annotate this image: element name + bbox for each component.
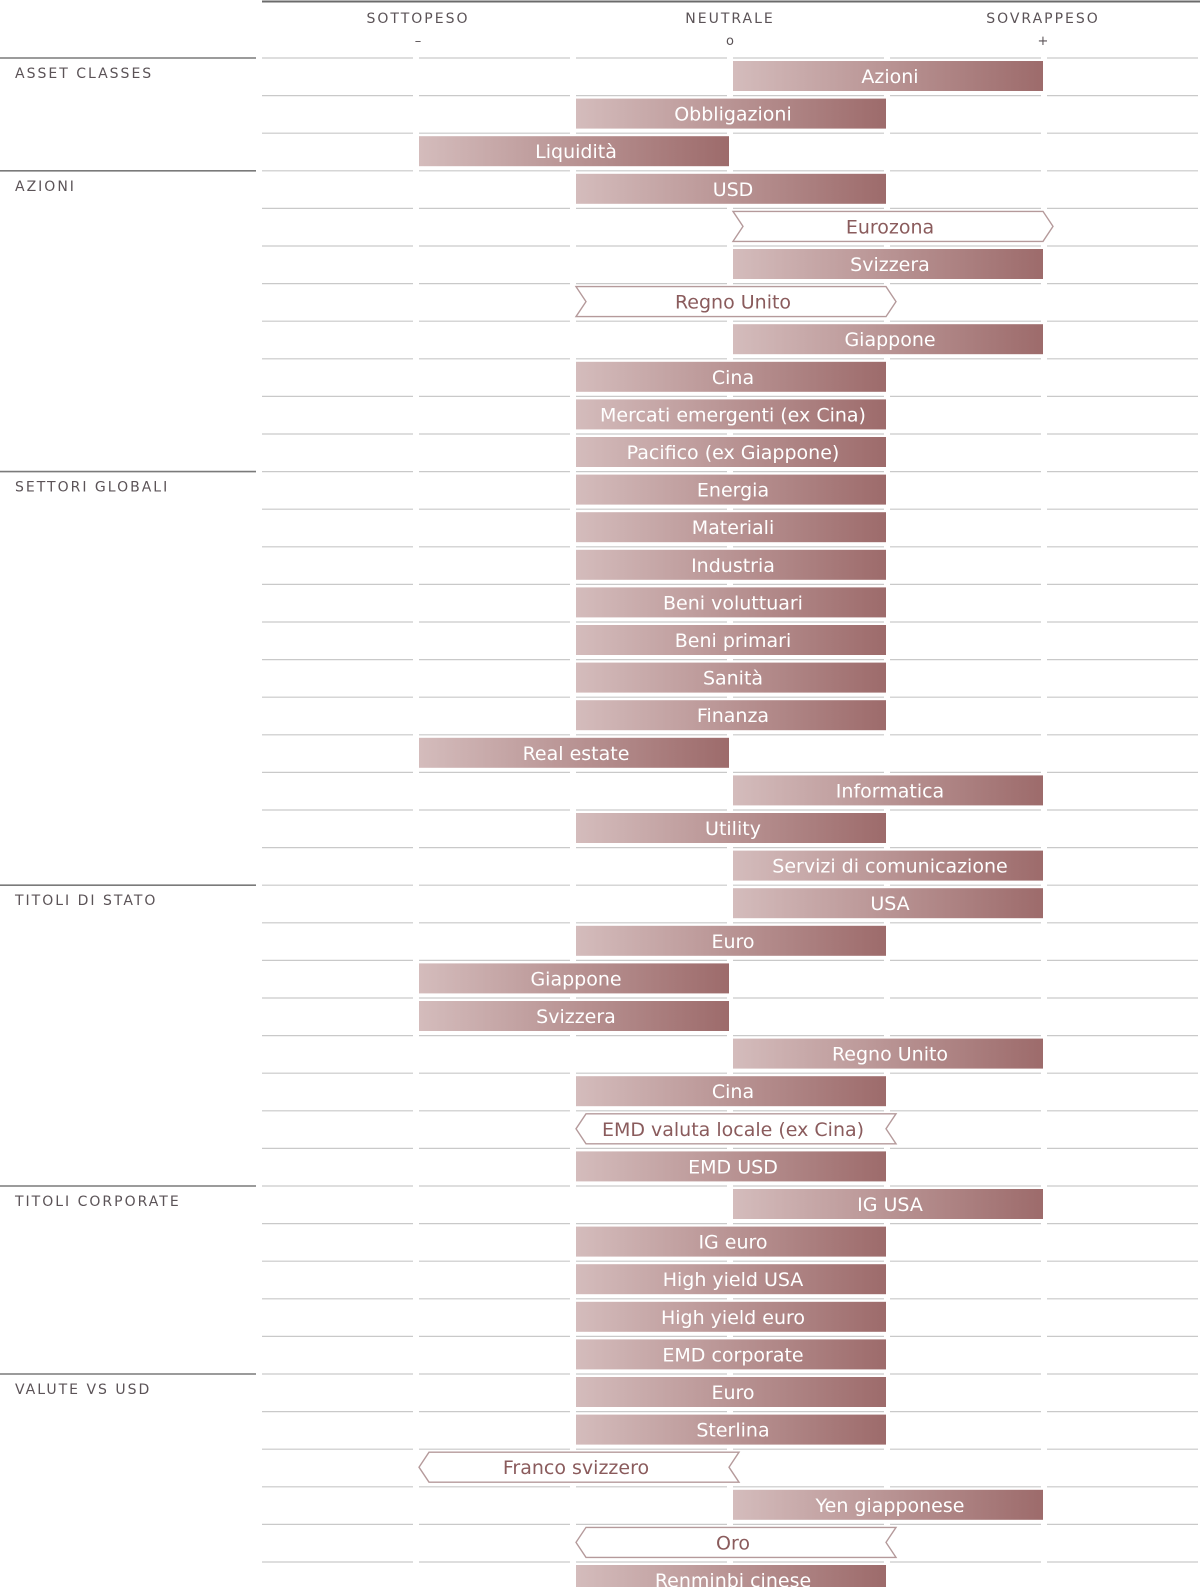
bar-label: Azioni <box>861 66 919 88</box>
bar-label: IG euro <box>698 1231 768 1254</box>
section-label: AZIONI <box>15 178 76 195</box>
bar-label: High yield USA <box>662 1269 804 1292</box>
bar-label: Informatica <box>835 780 945 803</box>
scale-header-symbol: + <box>1037 34 1049 49</box>
bar-label: Eurozona <box>845 216 935 239</box>
bar-label: Renminbi cinese <box>654 1570 812 1587</box>
bar-label: Materiali <box>691 517 775 540</box>
bar-label: Liquidità <box>535 141 617 164</box>
bar-label: Yen giapponese <box>815 1494 965 1517</box>
bar-label: USD <box>712 178 754 201</box>
bar-label: Mercati emergenti (ex Cina) <box>600 404 866 427</box>
bar-label: Giappone <box>844 329 936 352</box>
bar-label: Cina <box>711 366 755 389</box>
section-label: TITOLI DI STATO <box>15 893 158 910</box>
section-label: VALUTE VS USD <box>15 1382 152 1398</box>
section-label: TITOLI CORPORATE <box>15 1194 181 1210</box>
bar-label: Obbligazioni <box>674 103 792 126</box>
scale-header-label: SOVRAPPESO <box>986 11 1100 27</box>
bar-label: Beni primari <box>674 630 792 652</box>
bar-label: Utility <box>705 818 761 840</box>
bar-label: Energia <box>696 479 770 502</box>
bar-label: High yield euro <box>660 1306 806 1329</box>
bar-label: USA <box>870 893 910 916</box>
bar-label: Real estate <box>522 742 630 765</box>
bar-label: IG USA <box>857 1194 923 1216</box>
scale-header-symbol: – <box>414 34 422 49</box>
bar-label: Euro <box>711 1382 755 1404</box>
scale-header-label: NEUTRALE <box>685 11 775 27</box>
bar-label: Regno Unito <box>674 291 792 314</box>
bar-label: Servizi di comunicazione <box>772 855 1008 878</box>
bar-label: EMD corporate <box>662 1344 804 1367</box>
bar-label: Svizzera <box>850 254 930 276</box>
bar-label: Sanità <box>702 667 764 690</box>
bar-label: Franco svizzero <box>502 1457 650 1480</box>
scale-header-symbol: o <box>726 34 734 49</box>
bar-label: Industria <box>691 554 775 577</box>
bar-label: Euro <box>711 930 755 953</box>
bar-label: Giappone <box>530 968 622 991</box>
bar-label: EMD valuta locale (ex Cina) <box>601 1118 865 1141</box>
bar-label: Oro <box>716 1532 750 1555</box>
scale-header-label: SOTTOPESO <box>366 11 470 27</box>
section-label: ASSET CLASSES <box>15 66 154 82</box>
bar-label: Sterlina <box>696 1419 770 1442</box>
section-label: SETTORI GLOBALI <box>15 479 170 496</box>
bar-label: Cina <box>711 1081 755 1104</box>
bar-label: Regno Unito <box>831 1043 949 1066</box>
bar-label: Pacifico (ex Giappone) <box>626 442 840 464</box>
bar-label: EMD USD <box>688 1156 778 1179</box>
bar-label: Svizzera <box>536 1006 616 1028</box>
bar-label: Finanza <box>696 705 770 728</box>
bar-label: Beni voluttuari <box>663 592 803 615</box>
